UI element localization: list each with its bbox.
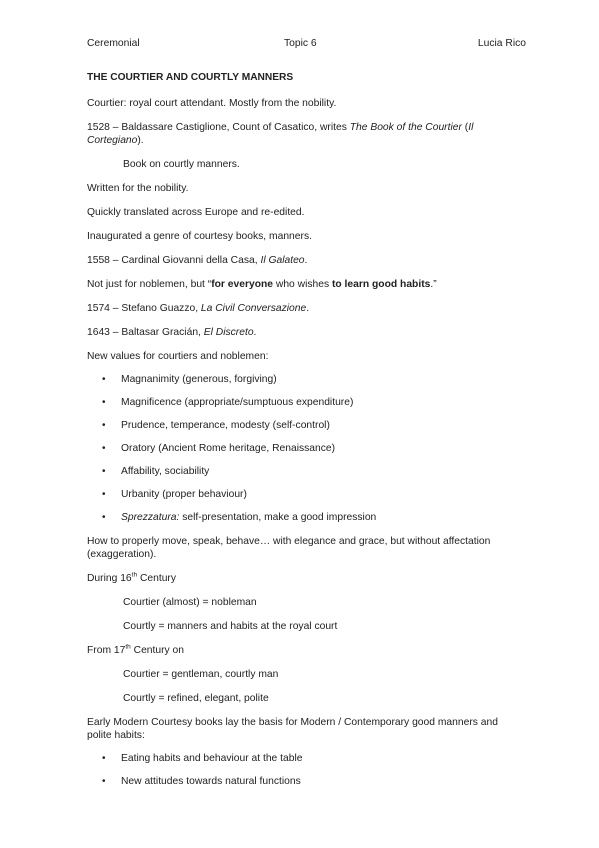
list-item: • Magnificence (appropriate/sumptuous expenditure) [87, 396, 527, 409]
paragraph-book-manners: Book on courtly manners. [123, 159, 240, 170]
list-item: • Urbanity (proper behaviour) [87, 488, 527, 501]
values-list [87, 373, 527, 524]
list-item-sprezzatura: • Sprezzatura: self-presentation, make a good impression [87, 511, 527, 524]
paragraph-early-modern: Early Modern Courtesy books lay the basis for Modern / Contemporary good manners and polite habits: [87, 717, 498, 741]
paragraph-courtier-def: Courtier: royal court attendant. Mostly from the nobility. [87, 98, 337, 109]
list-item: • New attitudes towards natural functions [87, 775, 527, 788]
paragraph-gracian: 1643 – Baltasar Gracián, El Discreto. [87, 327, 257, 338]
paragraph-genre: Inaugurated a genre of courtesy books, manners. [87, 231, 312, 242]
paragraph-16th-courtly: Courtly = manners and habits at the royal court [123, 621, 338, 632]
list-item: • Eating habits and behaviour at the table [87, 752, 527, 765]
habits-list [87, 752, 527, 788]
header-author: Lucia Rico [477, 38, 526, 49]
paragraph-for-everyone: Not just for noblemen, but “for everyone who wishes to learn good habits.” [87, 279, 437, 290]
paragraph-della-casa: 1558 – Cardinal Giovanni della Casa, Il Galateo. [87, 255, 308, 266]
document-title: THE COURTIER AND COURTLY MANNERS [87, 72, 294, 83]
list-item: • Affability, sociability [87, 465, 527, 478]
paragraph-guazzo: 1574 – Stefano Guazzo, La Civil Conversazione. [87, 303, 310, 314]
paragraph-17th-century: From 17th Century on [87, 643, 184, 656]
paragraph-17th-courtly: Courtly = refined, elegant, polite [123, 693, 269, 704]
paragraph-17th-courtier: Courtier = gentleman, courtly man [123, 669, 279, 680]
paragraph-move-speak: How to properly move, speak, behave… with elegance and grace, but without affectation (exaggeration). [87, 536, 491, 560]
paragraph-translated: Quickly translated across Europe and re-edited. [87, 207, 305, 218]
paragraph-16th-century: During 16th Century [87, 571, 176, 584]
paragraph-written-nobility: Written for the nobility. [87, 183, 189, 194]
paragraph-castiglione: 1528 – Baldassare Castiglione, Count of Casatico, writes The Book of the Courtier (Il Cortegiano). [87, 122, 474, 146]
paragraph-new-values: New values for courtiers and noblemen: [87, 351, 269, 362]
page-header [87, 38, 526, 52]
list-item: • Prudence, temperance, modesty (self-control) [87, 419, 527, 432]
header-course: Ceremonial [87, 38, 140, 49]
list-item: • Magnanimity (generous, forgiving) [87, 373, 527, 386]
list-item: • Oratory (Ancient Rome heritage, Renaissance) [87, 442, 527, 455]
document-body [87, 72, 527, 788]
paragraph-16th-courtier: Courtier (almost) = nobleman [123, 597, 257, 608]
header-topic: Topic 6 [284, 38, 317, 49]
